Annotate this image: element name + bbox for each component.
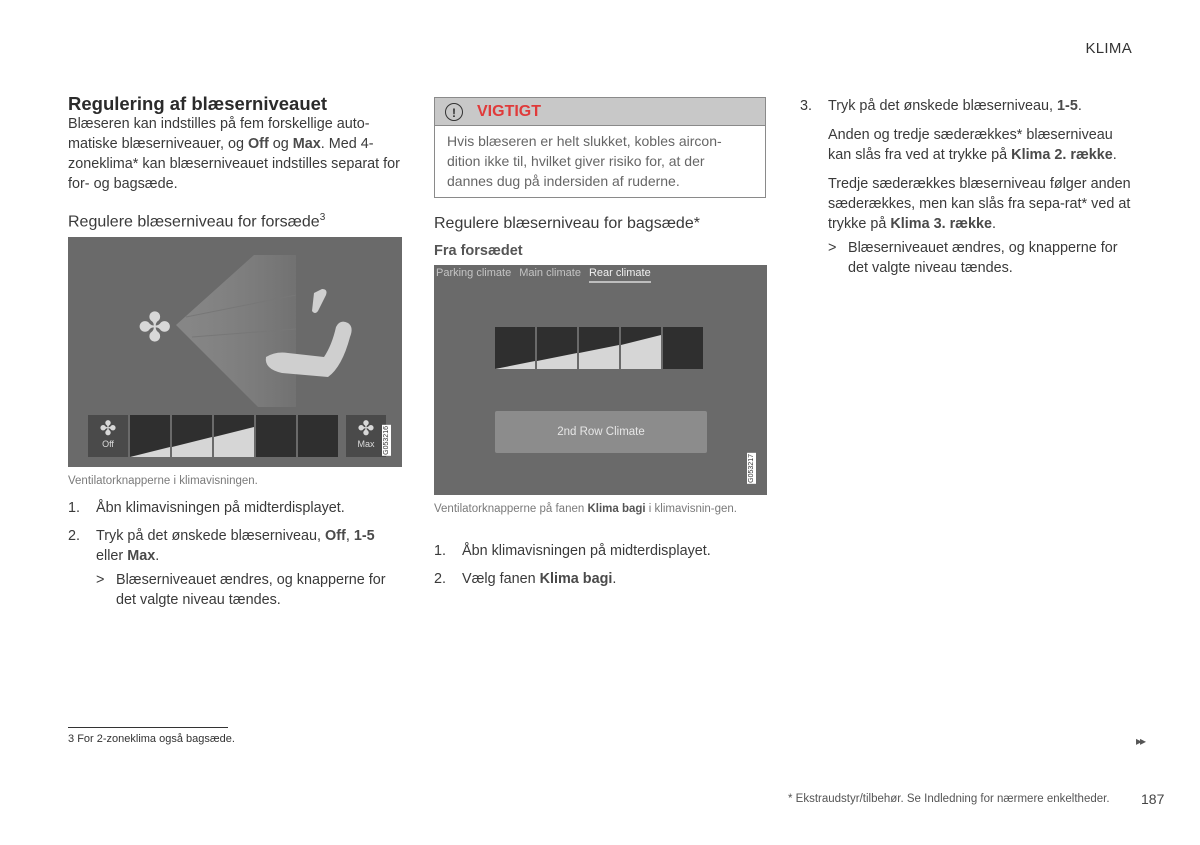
para-end: . [991,216,996,232]
intro-conj: og [268,136,293,152]
warning-icon: ! [445,103,463,121]
step-sep: , [345,528,354,544]
rear-level-3-fill [579,327,619,369]
result-glyph: > [828,240,837,256]
fan-off-label: Off [102,439,114,449]
para-bold: Klima 3. række [890,216,992,232]
front-fan-bar [88,415,386,457]
step-number: 1. [68,500,81,516]
caption-text: Ventilatorknapperne på fanen [434,503,588,515]
step-bold: Klima bagi [539,571,613,587]
fan-level-2[interactable] [172,415,212,457]
rear-fan-figure [434,265,767,495]
fan-off-button[interactable] [88,415,128,457]
figure-code: G053216 [383,426,390,455]
step-text: Åbn klimavisningen på midterdisplayet. [462,543,711,559]
figure-2-caption [434,502,764,517]
level-3-fill [214,415,254,457]
rear-level-4[interactable] [621,327,661,369]
subheading-front-text: Regulere blæserniveau for forsæde [68,213,320,231]
rear-level-2[interactable] [537,327,577,369]
warning-header [435,98,765,126]
fan-max-label: Max [357,439,375,449]
step-1 [68,498,403,518]
fan-max-icon: ✤ [357,418,375,440]
step-2 [68,526,403,566]
column-3 [800,96,1132,278]
step-text: Åbn klimavisningen på midterdisplayet. [96,500,345,516]
step-end: . [155,548,160,564]
level-2-fill [172,415,212,457]
figure-1-caption: Ventilatorknapperne i klimavisningen. [68,475,258,487]
step-text: Vælg fanen [462,571,540,587]
rear-level-1[interactable] [495,327,535,369]
page-number: 187 [1141,791,1165,807]
footnote-ref: 3 [319,212,326,223]
footnote-text: For 2-zoneklima også bagsæde. [77,733,235,745]
second-row-climate-button[interactable]: 2nd Row Climate [495,411,707,453]
step-text: Tryk på det ønskede blæserniveau, [828,98,1058,114]
front-steps [68,498,403,610]
subsubheading: Fra forsædet [434,243,523,259]
step-end: . [612,571,617,587]
warning-body: Hvis blæseren er helt slukket, kobles aircon-dition ikke til, hvilket giver risiko for, at der dannes dug på indersiden af ruderne. [447,133,722,189]
figure-code: G053217 [748,454,755,483]
step-number: 2. [68,528,81,544]
continue-icon: ▸▸ [1135,734,1144,748]
caption-bold: Klima bagi [587,503,646,515]
para-text: Tredje sæderækkes blæserniveau følger anden sæderækkes, men kan slås fra sepa-rat* ved at trykke på [828,176,1131,232]
step-number: 1. [434,543,447,559]
step-number: 3. [800,98,813,114]
off-label: Off [325,528,346,544]
subheading-rear: Regulere blæserniveau for bagsæde* [434,215,700,232]
rear-level-4-fill [621,327,661,369]
intro-text: Blæseren kan indstilles på fem forskellige auto-matiske blæserniveauer, og [68,116,370,152]
step-conj: eller [96,548,128,564]
para-text: Anden og tredje sæderækkes* blæserniveau kan slås fra ved at trykke på [828,127,1113,163]
rear-steps [434,541,769,589]
para-end: . [1112,147,1117,163]
footnote-number: 3 [68,733,75,745]
paragraph-2 [800,174,1132,234]
intro-text-2: . Med 4-zoneklima* kan blæserniveauet indstilles separat for for- og bagsæde. [68,136,400,192]
footnote [68,733,235,745]
step-3 [800,96,1132,116]
caption-text-2: i klimavisnin-gen. [645,503,738,515]
seat-airflow-illustration [68,237,402,412]
tab-main-climate[interactable]: Main climate [519,267,581,279]
rear-level-1-fill [495,327,535,369]
result-text: Blæserniveauet ændres, og knapperne for det valgte niveau tændes. [116,572,386,608]
footer-note: * Ekstraudstyr/tilbehør. Se Indledning for nærmere enkeltheder. [788,793,1110,805]
fan-level-5[interactable] [298,415,338,457]
fan-level-3[interactable] [214,415,254,457]
step-end: . [1077,98,1082,114]
climate-tabs [436,267,651,283]
paragraph-1 [800,125,1132,165]
intro-paragraph [68,114,403,194]
subheading-front [68,212,325,231]
tab-rear-climate[interactable]: Rear climate [589,267,651,283]
tab-parking-climate[interactable]: Parking climate [436,267,512,279]
step-text: Tryk på det ønskede blæserniveau, [96,528,326,544]
step-result [800,238,1132,278]
fan-level-4[interactable] [256,415,296,457]
column-1 [68,94,403,194]
rear-level-5[interactable] [663,327,703,369]
warning-title: VIGTIGT [477,102,541,120]
result-text: Blæserniveauet ændres, og knapperne for det valgte niveau tændes. [848,240,1118,276]
max-label: Max [292,136,321,152]
fan-icon: ✤ [138,306,172,350]
off-label: Off [247,136,269,152]
heading: Regulering af blæserniveauet [68,93,328,114]
rear-level-2-fill [537,327,577,369]
rear-fan-bar [495,327,703,369]
section-title: KLIMA [1085,40,1132,57]
step-1 [434,541,769,561]
result-glyph: > [96,572,105,588]
max-label: Max [127,548,156,564]
footnote-divider [68,727,228,728]
step-2 [434,569,769,589]
fan-level-1[interactable] [130,415,170,457]
step-number: 2. [434,571,447,587]
step-bold: 1-5 [1057,98,1078,114]
fan-off-icon: ✤ [99,418,117,440]
warning-box [434,97,766,198]
range-label: 1-5 [353,528,375,544]
rear-level-3[interactable] [579,327,619,369]
fan-max-button[interactable] [346,415,386,457]
step-result [68,570,403,610]
para-bold: Klima 2. række [1011,147,1113,163]
level-1-fill [130,415,170,457]
front-fan-figure [68,237,402,467]
